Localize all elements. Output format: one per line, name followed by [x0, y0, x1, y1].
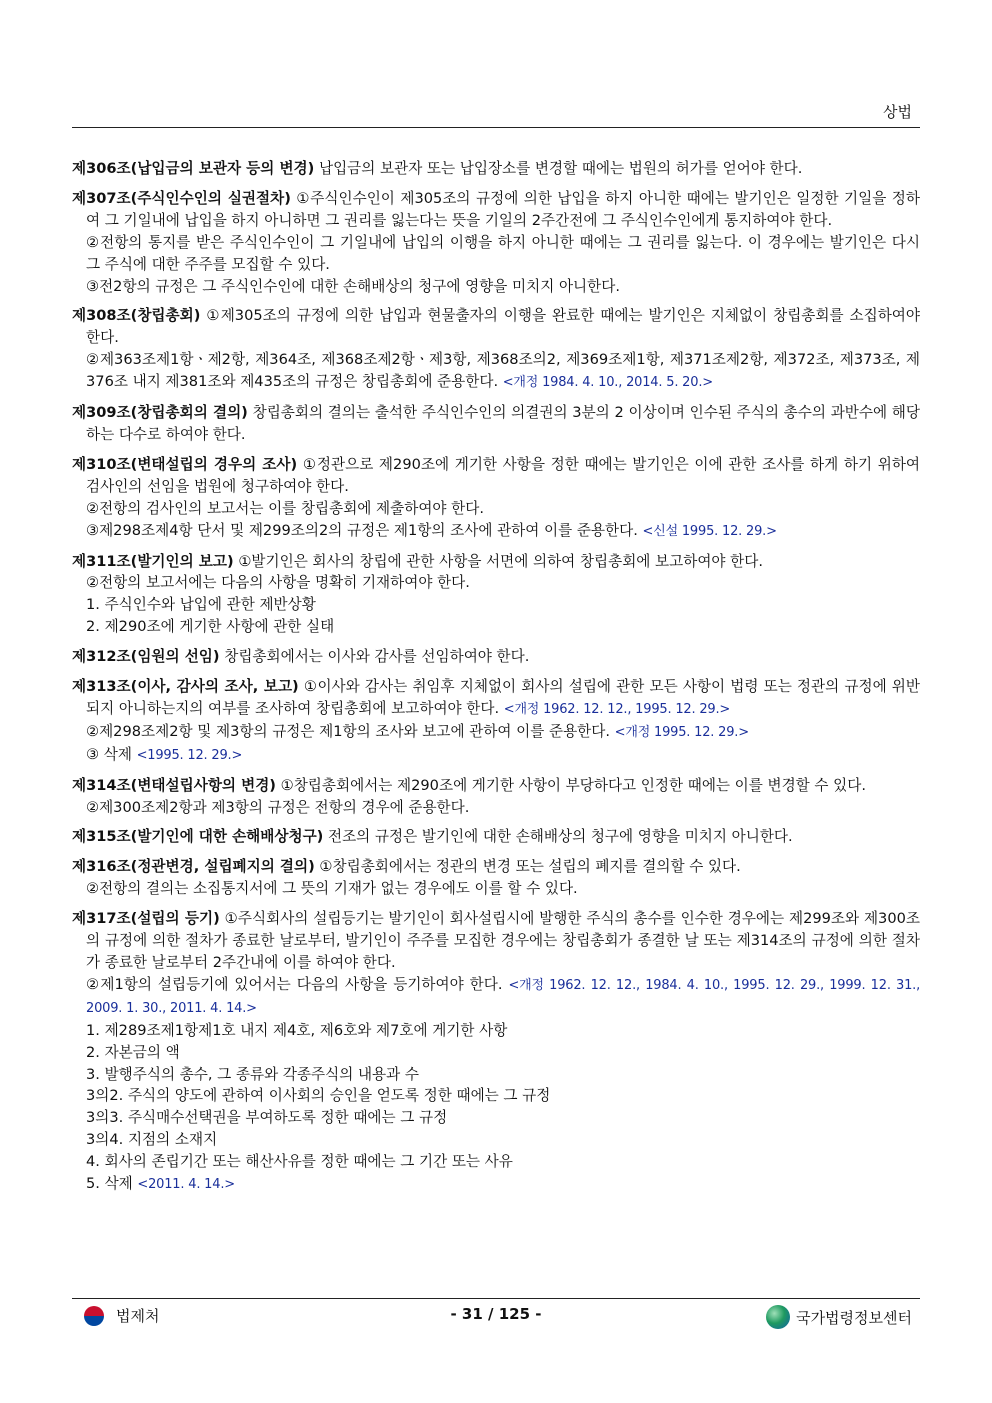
article-heading: 제313조(이사, 감사의 조사, 보고): [72, 678, 299, 696]
article-first-paragraph: [72, 856, 920, 878]
article: [72, 908, 920, 1196]
article-paragraph: [72, 520, 920, 543]
paragraph-text: 2. 제290조에 게기한 사항에 관한 실태: [86, 618, 335, 636]
amendment-note: <신설 1995. 12. 29.>: [642, 523, 777, 539]
article: [72, 646, 920, 668]
paragraph-text: 3의3. 주식매수선택권을 부여하도록 정한 때에는 그 규정: [86, 1109, 448, 1127]
article-paragraph: [72, 878, 920, 900]
paragraph-text: ①이사와 감사는 취임후 지체없이 회사의 설립에 관한 모든 사항이 법령 또는 정관의 규정에 위반되지 아니하는지의 여부를 조사하여 창립총회에 보고하여야 한다.: [86, 678, 920, 717]
paragraph-text: ①창립총회에서는 제290조에 게기한 사항이 부당하다고 인정한 때에는 이를 변경할 수 있다.: [280, 776, 866, 794]
article-first-paragraph: [72, 551, 920, 573]
footer-org-label: 법제처: [116, 1307, 160, 1325]
paragraph-text: ①주식인수인이 제305조의 규정에 의한 납입을 하지 아니한 때에는 발기인은 일정한 기일을 정하여 그 기일내에 납입을 하지 아니하면 그 권리를 잃는다는 뜻을 기일의 2주간전에 그 주식인수인에게 통지하여야 한다.: [86, 189, 921, 229]
paragraph-text: ②제363조제1항ㆍ제2항, 제364조, 제368조제2항ㆍ제3항, 제368조의2, 제369조제1항, 제371조제2항, 제372조, 제373조, 제376조 내지 제381조와 제435조의 규정은 창립총회에 준용한다.: [86, 351, 920, 391]
article-first-paragraph: [72, 775, 920, 797]
paragraph-text: ③제298조제4항 단서 및 제299조의2의 규정은 제1항의 조사에 관하여 이를 준용한다.: [86, 521, 638, 539]
paragraph-text: ①정관으로 제290조에 게기한 사항을 정한 때에는 발기인은 이에 관한 조사를 하게 하기 위하여 검사인의 선임을 법원에 청구하여야 한다.: [86, 455, 921, 495]
article: [72, 676, 920, 767]
article-paragraph: [72, 1107, 920, 1129]
article: [72, 402, 920, 446]
article: [72, 188, 920, 298]
article-heading: 제309조(창립총회의 결의): [72, 404, 248, 422]
paragraph-text: ②제300조제2항과 제3항의 규정은 전항의 경우에 준용한다.: [86, 798, 470, 816]
article-first-paragraph: [72, 908, 920, 974]
article: [72, 775, 920, 819]
article: [72, 305, 920, 394]
article-paragraph: [72, 498, 920, 520]
paragraph-text: ②제1항의 설립등기에 있어서는 다음의 사항을 등기하여야 한다.: [86, 975, 503, 993]
paragraph-text: ②전항의 통지를 받은 주식인수인이 그 기일내에 납입의 이행을 하지 아니한 때에는 그 권리를 잃는다. 이 경우에는 발기인은 다시 그 주식에 대한 주주를 모집할 수 있다.: [86, 233, 920, 273]
article-paragraph: [72, 276, 920, 298]
article-first-paragraph: [72, 826, 920, 848]
article-paragraph: [72, 1151, 920, 1173]
amendment-note: <2011. 4. 14.>: [137, 1177, 235, 1193]
footer-center-label: 국가법령정보센터: [796, 1308, 912, 1327]
article-paragraph: [72, 572, 920, 594]
paragraph-text: 3. 발행주식의 총수, 그 종류와 각종주식의 내용과 수: [86, 1065, 419, 1083]
article-paragraph: [72, 1085, 920, 1107]
amendment-note: <개정 1995. 12. 29.>: [614, 724, 749, 740]
article: [72, 158, 920, 180]
law-center-logo-icon: [766, 1305, 790, 1329]
paragraph-text: 3의4. 지점의 소재지: [86, 1131, 218, 1149]
article-paragraph: [72, 1042, 920, 1064]
article-first-paragraph: [72, 402, 920, 446]
article-paragraph: [72, 349, 920, 394]
paragraph-text: 1. 제289조제1항제1호 내지 제4호, 제6호와 제7호에 게기한 사항: [86, 1021, 508, 1039]
article-heading: 제316조(정관변경, 설립폐지의 결의): [72, 858, 315, 876]
article-paragraph: [72, 1020, 920, 1042]
article-first-paragraph: [72, 676, 920, 721]
paragraph-text: 4. 회사의 존립기간 또는 해산사유를 정한 때에는 그 기간 또는 사유: [86, 1153, 513, 1171]
article-heading: 제317조(설립의 등기): [72, 910, 220, 928]
article-paragraph: [72, 616, 920, 638]
article: [72, 826, 920, 848]
article-paragraph: [72, 974, 920, 1020]
article-paragraph: [72, 744, 920, 767]
article-paragraph: [72, 1173, 920, 1196]
paragraph-text: ①발기인은 회사의 창립에 관한 사항을 서면에 의하여 창립총회에 보고하여야 한다.: [238, 552, 764, 570]
article-first-paragraph: [72, 305, 920, 349]
paragraph-text: ①제305조의 규정에 의한 납입과 현물출자의 이행을 완료한 때에는 발기인은 지체없이 창립총회를 소집하여야 한다.: [86, 307, 920, 347]
paragraph-text: 전조의 규정은 발기인에 대한 손해배상의 청구에 영향을 미치지 아니한다.: [327, 828, 793, 846]
page-number: - 31 / 125 -: [450, 1305, 542, 1323]
article-paragraph: [72, 232, 920, 276]
article: [72, 856, 920, 900]
article-heading: 제308조(창립총회): [72, 307, 201, 325]
article: [72, 551, 920, 639]
paragraph-text: ③ 삭제: [86, 745, 132, 763]
paragraph-text: 3의2. 주식의 양도에 관하여 이사회의 승인을 얻도록 정한 때에는 그 규정: [86, 1087, 551, 1105]
paragraph-text: ②제298조제2항 및 제3항의 규정은 제1항의 조사와 보고에 관하여 이를 준용한다.: [86, 722, 611, 740]
paragraph-text: ②전항의 결의는 소집통지서에 그 뜻의 기재가 없는 경우에도 이를 할 수 있다.: [86, 880, 578, 898]
document-body: [72, 158, 920, 1204]
footer-right: [766, 1305, 912, 1329]
article: [72, 454, 920, 543]
paragraph-text: ①창립총회에서는 정관의 변경 또는 설립의 폐지를 결의할 수 있다.: [319, 858, 741, 876]
amendment-note: <개정 1984. 4. 10., 2014. 5. 20.>: [502, 375, 713, 391]
article-heading: 제310조(변태설립의 경우의 조사): [72, 455, 298, 473]
article-paragraph: [72, 1129, 920, 1151]
article-first-paragraph: [72, 646, 920, 668]
article-paragraph: [72, 1064, 920, 1086]
article-heading: 제311조(발기인의 보고): [72, 552, 234, 570]
amendment-note: <개정 1962. 12. 12., 1995. 12. 29.>: [503, 701, 731, 717]
paragraph-text: 1. 주식인수와 납입에 관한 제반상황: [86, 596, 316, 614]
paragraph-text: ②전항의 보고서에는 다음의 사항을 명확히 기재하여야 한다.: [86, 574, 470, 592]
paragraph-text: ①주식회사의 설립등기는 발기인이 회사설립시에 발행한 주식의 총수를 인수한 경우에는 제299조와 제300조의 규정에 의한 절차가 종료한 날로부터, 발기인이 주주를 모집한 경우에는 창립총회가 종결한 날 또는 제314조의 규정에 의한 절차가 종료한 날로부터 2주간내에 이를 하여야 한다.: [86, 910, 921, 971]
paragraph-text: ③전2항의 규정은 그 주식인수인에 대한 손해배상의 청구에 영향을 미치지 아니한다.: [86, 277, 620, 295]
footer-rule: [72, 1298, 920, 1299]
paragraph-text: 납입금의 보관자 또는 납입장소를 변경할 때에는 법원의 허가를 얻어야 한다.: [318, 160, 803, 177]
header-rule: [72, 127, 920, 128]
amendment-note: <1995. 12. 29.>: [136, 747, 243, 763]
article-heading: 제307조(주식인수인의 실권절차): [72, 189, 291, 207]
article-paragraph: [72, 797, 920, 819]
article-heading: 제312조(임원의 선임): [72, 648, 220, 666]
article-first-paragraph: [72, 188, 920, 232]
paragraph-text: 2. 자본금의 액: [86, 1043, 180, 1061]
article-paragraph: [72, 594, 920, 616]
paragraph-text: 창립총회의 결의는 출석한 주식인수인의 의결권의 3분의 2 이상이며 인수된 주식의 총수의 과반수에 해당하는 다수로 하여야 한다.: [86, 404, 921, 443]
article-first-paragraph: [72, 158, 920, 180]
article-heading: 제315조(발기인에 대한 손해배상청구): [72, 828, 324, 846]
article-heading: 제306조(납입금의 보관자 등의 변경): [72, 160, 315, 177]
header-title: 상법: [883, 103, 912, 121]
paragraph-text: 창립총회에서는 이사와 감사를 선임하여야 한다.: [224, 648, 530, 666]
paragraph-text: ②전항의 검사인의 보고서는 이를 창립총회에 제출하여야 한다.: [86, 499, 484, 517]
amendment-note: <개정 1962. 12. 12., 1984. 4. 10., 1995. 12. 29., 1999. 12. 31., 2009. 1. 30., 2011. 4. 14.>: [86, 977, 921, 1016]
article-paragraph: [72, 721, 920, 744]
article-first-paragraph: [72, 454, 920, 498]
paragraph-text: 5. 삭제: [86, 1175, 133, 1193]
article-heading: 제314조(변태설립사항의 변경): [72, 776, 276, 794]
